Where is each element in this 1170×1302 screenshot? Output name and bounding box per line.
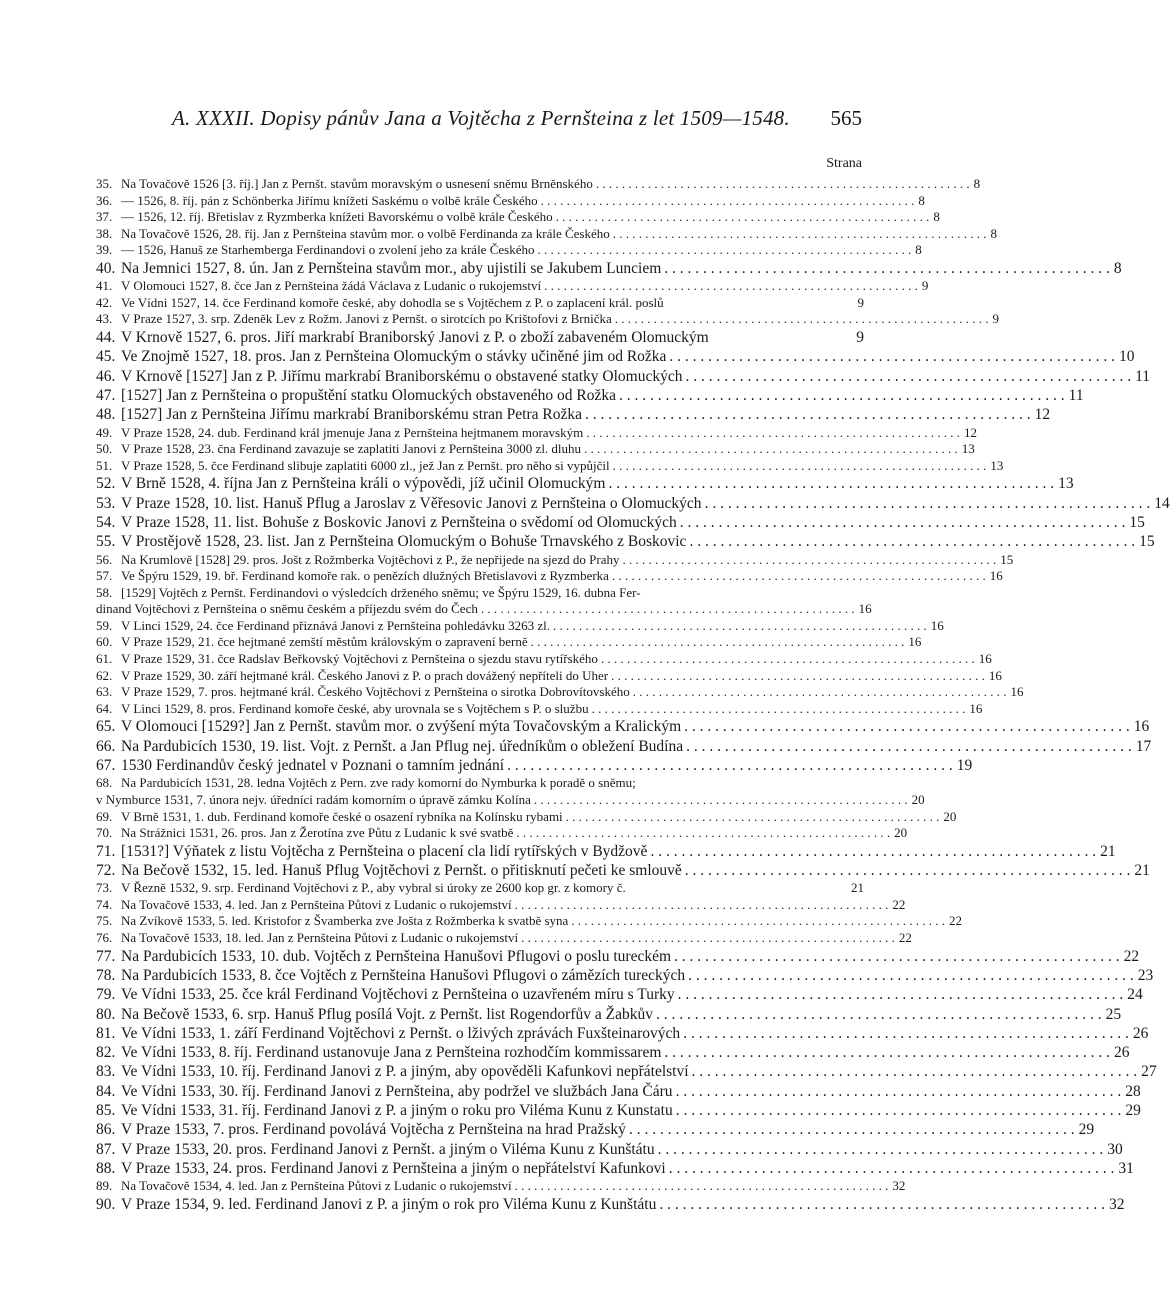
dot-leader (518, 930, 895, 947)
entry-number: 80. (96, 1005, 116, 1023)
entry-page: 15 (1129, 513, 1145, 531)
entry-text: v Nymburce 1531, 7. února nejv. úředníci radám komorním o úpravě zámku Kolína (96, 791, 531, 807)
toc-entry (96, 457, 1004, 475)
entry-page: 12 (963, 424, 977, 440)
entry-text: Na Tovačově 1533, 18. led. Jan z Pernšteina Půtovi z Ludanic o rukojemství (121, 930, 519, 946)
entry-number: 49. (96, 424, 113, 440)
entry-page: 11 (1068, 386, 1084, 404)
entry-text: Ve Vídni 1533, 25. čce král Ferdinand Vojtěchovi z Pernšteina o uzavřeném míru s Turky (121, 986, 675, 1004)
entry-page: 16 (1133, 718, 1150, 736)
entry-text: [1531?] Výňatek z listu Vojtěcha z Pernšteina o placení cla lidí rytířských v Bydžově (121, 842, 648, 860)
entry-text: V Olomouci 1527, 8. čce Jan z Pernšteina žádá Václava z Ludanic o rukojemství (121, 278, 542, 294)
toc-entry (96, 242, 922, 259)
entry-number: 73. (96, 880, 113, 896)
entry-text: V Krnově [1527] Jan z P. Jiřímu markrabí Braniborskému o obstavené statky Olomuckých (121, 367, 683, 385)
entry-number: 70. (96, 825, 113, 841)
toc-entry (96, 192, 925, 210)
entry-number: 51. (96, 457, 113, 473)
entry-text: [1527] Jan z Pernšteina o propuštění statku Olomuckých obstaveného od Rožka (121, 386, 617, 404)
entry-text: Na Strážnici 1531, 26. pros. Jan z Žerotína zve Půtu z Ludanic k své svatbě (121, 825, 514, 841)
entry-text: — 1526, 8. říj. pán z Schönberka Jiřímu knížeti Saskému o volbě krále Českého (121, 192, 538, 208)
entry-number: 43. (96, 311, 113, 327)
entry-number: 69. (96, 808, 113, 824)
entry-page: 8 (973, 176, 981, 191)
entry-page: 15 (1139, 533, 1155, 551)
toc-entry (96, 651, 992, 668)
dot-leader (512, 1178, 889, 1195)
entry-page: 30 (1107, 1140, 1123, 1158)
entry-text: Ve Vídni 1533, 31. říj. Ferdinand Janovi z P. a jiným o roku pro Viléma Kunu z Kunstatu (121, 1102, 673, 1120)
toc-entry (96, 617, 944, 635)
toc-entry (96, 176, 981, 193)
dot-leader (553, 209, 930, 226)
dot-leader (513, 825, 890, 842)
toc-entry (96, 347, 1135, 366)
entry-page: 23 (1137, 966, 1154, 984)
toc-entry (96, 585, 864, 602)
toc-entry (96, 667, 1002, 685)
toc-entry (96, 295, 864, 312)
dot-leader (671, 947, 1120, 966)
entry-number: 48. (96, 406, 116, 424)
entry-text: V Praze 1534, 9. led. Ferdinand Janovi z P. a jiným o rok pro Viléma Kunu z Kunštátu (121, 1195, 657, 1213)
entry-text: Ve Vídni 1533, 8. říj. Ferdinand ustanovuje Jana z Pernšteina rozhodčím kommissarem (121, 1044, 662, 1062)
toc-entry (96, 1043, 1130, 1062)
dot-leader (626, 1120, 1075, 1139)
toc-entry (96, 367, 1151, 386)
toc-entry (96, 717, 1150, 736)
entry-text: V Praze 1528, 23. čna Ferdinand zavazuje se zaplatiti Janovi z Pernšteina 3000 zl. dluhu (121, 441, 582, 457)
toc-entry (96, 474, 1074, 493)
toc-entry (96, 966, 1154, 985)
entry-text: 1530 Ferdinandův český jednatel v Poznani o tamním jednání (121, 757, 505, 775)
entry-page: 29 (1125, 1102, 1141, 1120)
entry-number: 62. (96, 667, 113, 683)
dot-leader (653, 1005, 1102, 1024)
dot-leader (682, 367, 1131, 386)
entry-number: 66. (96, 737, 116, 755)
toc-entry (96, 1140, 1123, 1159)
entry-text: V Praze 1528, 11. list. Bohuše z Boskovic Janovi z Pernšteina o svědomí od Olomuckých (121, 513, 677, 531)
entry-text: Na Tovačově 1526 [3. říj.] Jan z Pernšt. stavům moravským o usnesení sněmu Brněnského (121, 176, 593, 191)
entry-page: 26 (1132, 1024, 1149, 1042)
entry-number: 44. (96, 329, 116, 347)
toc-entry (96, 225, 998, 243)
entry-text: V Krnově 1527, 6. pros. Jiří markrabí Braniborský Janovi z P. o zboží zabaveném Olomuckým (121, 329, 709, 347)
toc-entry (96, 1082, 1141, 1101)
entry-text: V Praze 1533, 24. pros. Ferdinand Janovi z Pernšteina a jiným o nepřátelství Kafunkovi (121, 1159, 666, 1177)
dot-leader (582, 405, 1031, 424)
dot-leader (677, 513, 1126, 532)
page-column-label: Strana (826, 156, 862, 171)
entry-text: V Praze 1533, 7. pros. Ferdinand povolává Vojtěcha z Pernšteina na hrad Pražský (121, 1121, 626, 1139)
toc-entry (96, 1005, 1122, 1024)
toc-entry (96, 568, 1003, 585)
entry-text: Ve Znojmě 1527, 18. pros. Jan z Pernšteina Olomuckým o stávky učiněné jim od Rožka (121, 348, 667, 366)
toc-entry-continuation (96, 601, 872, 618)
entry-text: V Praze 1528, 24. dub. Ferdinand král jmenuje Jana z Pernšteina hejtmanem moravským (121, 424, 584, 440)
entry-text: V Praze 1529, 21. čce hejtmané zemští městům královským o zapravení berně (121, 634, 528, 650)
entry-number: 39. (96, 242, 113, 258)
entry-number: 38. (96, 225, 113, 241)
entry-page: 15 (1000, 551, 1014, 567)
entry-text: Na Tovačově 1534, 4. led. Jan z Pernšteina Půtovi z Ludanic o rukojemství (121, 1178, 512, 1194)
entry-number: 86. (96, 1121, 116, 1139)
entry-text: V Brně 1528, 4. října Jan z Pernšteina králi o výpovědi, jíž učinil Olomuckým (121, 475, 606, 493)
entry-number: 56. (96, 551, 113, 567)
entry-text: Ve Vídni 1533, 1. září Ferdinand Vojtěchovi z Pernšt. o lživých zprávách Fuxšteinarových (121, 1024, 681, 1042)
entry-number: 55. (96, 533, 116, 551)
toc-entry (96, 1101, 1141, 1120)
entry-text: V Praze 1528, 5. čce Ferdinand slibuje zaplatiti 6000 zl., jež Jan z Pernšt. pro něho si vypůjčil (121, 457, 610, 473)
toc-entry (96, 825, 908, 842)
dot-leader (568, 913, 945, 930)
entry-page: 27 (1141, 1063, 1157, 1081)
toc-entry (96, 684, 1024, 701)
toc-entry (96, 386, 1084, 405)
dot-leader (478, 601, 855, 618)
entry-number: 60. (96, 634, 113, 650)
toc-entry (96, 441, 975, 458)
toc-entry (96, 209, 940, 226)
entry-page: 16 (988, 667, 1002, 683)
dot-leader (609, 568, 986, 585)
entry-page: 21 (1134, 862, 1150, 879)
entry-number: 72. (96, 862, 116, 879)
entry-page: 17 (1135, 737, 1152, 755)
dot-leader (589, 701, 966, 718)
entry-page: 28 (1125, 1082, 1141, 1100)
entry-page: 9 (992, 311, 1000, 327)
entry-page: 16 (989, 568, 1003, 584)
entry-number: 78. (96, 966, 116, 984)
dot-leader (610, 458, 987, 475)
toc-entry (96, 1159, 1134, 1178)
running-header: A. XXXII. Dopisy pánův Jana a Vojtěcha z Pernšteina z let 1509—1548. (172, 106, 790, 130)
entry-page: 12 (1034, 406, 1051, 424)
entry-page: 8 (915, 242, 922, 258)
entry-text: dinand Vojtěchovi z Pernšteina o sněmu českém a příjezdu svém do Čech (96, 601, 478, 617)
entry-page: 8 (1113, 259, 1122, 277)
toc-entry (96, 896, 906, 914)
entry-text: Na Pardubicích 1533, 10. dub. Vojtěch z Pernšteina Hanušovi Pflugovi o poslu tureckém (121, 947, 672, 965)
entry-text: V Praze 1527, 3. srp. Zdeněk Lev z Rožm. Janovi z Pernšt. o sirotcích po Krištofovi z Brnička (121, 311, 612, 327)
dot-leader (666, 347, 1115, 366)
entry-text: V Linci 1529, 8. pros. Ferdinand komoře české, aby urovnala se s Vojtěchem s P. o službu (121, 700, 589, 716)
toc-entry (96, 1120, 1095, 1139)
entry-number: 68. (96, 775, 113, 791)
toc-entry (96, 947, 1140, 966)
entry-page: 8 (918, 192, 925, 208)
entry-text: Na Krumlově [1528] 29. pros. Jošt z Rožmberka Vojtěchovi z P., že nepřijede na sjezd do Prahy (121, 551, 620, 567)
entry-number: 81. (96, 1024, 116, 1042)
entry-text: V Řezně 1532, 9. srp. Ferdinand Vojtěchovi z P., aby vybral si úroky ze 2600 kop gr. z komory č. (121, 880, 626, 896)
dot-leader (685, 966, 1134, 985)
entry-page: 21 (851, 880, 864, 896)
entry-number: 77. (96, 947, 116, 965)
toc-entry (96, 775, 864, 792)
entry-page: 20 (894, 825, 908, 841)
entry-number: 75. (96, 913, 113, 929)
entry-text: V Prostějově 1528, 23. list. Jan z Pernšteina Olomuckým o Bohuše Trnavského z Boskovic (121, 533, 687, 551)
dot-leader (681, 717, 1130, 736)
entry-number: 67. (96, 757, 116, 775)
toc-entry (96, 551, 1014, 569)
entry-text: Na Tovačově 1526, 28. říj. Jan z Pernšteina stavům mor. o volbě Ferdinanda za krále Českého (121, 225, 610, 241)
entry-text: Ve Špýru 1529, 19. bř. Ferdinand komoře rak. o penězích dlužných Břetislavovi z Ryzmberka (121, 568, 609, 584)
entry-page: 22 (1123, 947, 1140, 965)
dot-leader (534, 242, 911, 259)
entry-number: 79. (96, 986, 116, 1004)
entry-page: 8 (933, 209, 940, 225)
entry-page: 13 (990, 457, 1004, 473)
toc-entry (96, 808, 957, 826)
entry-page: 22 (892, 896, 906, 912)
entry-number: 41. (96, 278, 113, 294)
toc-entry (96, 756, 973, 775)
entry-number: 36. (96, 192, 113, 208)
dot-leader (612, 311, 989, 328)
entry-text: V Praze 1529, 31. čce Radslav Beřkovský Vojtěchovi z Pernšteina o sjezdu stavu rytířského (121, 651, 598, 667)
entry-page: 9 (921, 278, 929, 294)
entry-page: 9 (857, 294, 864, 310)
dot-leader (605, 474, 1054, 493)
entry-page: 31 (1118, 1159, 1134, 1177)
entry-text: Na Tovačově 1533, 4. led. Jan z Pernšteina Půtovi z Ludanic o rukojemství (121, 896, 512, 912)
toc-entry (96, 532, 1155, 551)
entry-page: 20 (911, 791, 925, 807)
entry-page: 16 (1010, 684, 1024, 700)
dot-leader (550, 618, 927, 635)
entry-page: 20 (943, 808, 957, 824)
dot-leader (683, 737, 1132, 756)
entry-page: 21 (1100, 842, 1116, 860)
entry-page: 32 (892, 1178, 906, 1194)
toc-entry (96, 700, 983, 718)
entry-page: 29 (1078, 1121, 1095, 1139)
dot-leader (702, 494, 1151, 513)
entry-page: 16 (930, 617, 944, 633)
entry-number: 65. (96, 718, 116, 736)
toc-entry (96, 1062, 1157, 1081)
entry-text: Na Bečově 1533, 6. srp. Hanuš Pflug posílá Vojt. z Pernšt. list Rogendorfův a Žabkův (121, 1005, 653, 1023)
entry-page: 16 (969, 700, 983, 716)
entry-number: 46. (96, 367, 116, 385)
dot-leader (666, 1159, 1115, 1178)
toc-entry (96, 328, 864, 347)
entry-number: 76. (96, 930, 113, 946)
dot-leader (538, 193, 915, 210)
entry-number: 45. (96, 348, 116, 366)
entry-text: Na Pardubicích 1530, 19. list. Vojt. z Pernšt. a Jan Pflug nej. úředníkům o obležení Budína (121, 737, 684, 755)
entry-number: 54. (96, 513, 116, 531)
dot-leader (531, 792, 908, 809)
entry-number: 84. (96, 1082, 116, 1100)
entry-text: Na Pardubicích 1531, 28. ledna Vojtěch z Pern. zve rady komorní do Nymburka k poradě o sněmu; (121, 775, 636, 791)
dot-leader (673, 1082, 1122, 1101)
dot-leader (680, 1024, 1129, 1043)
dot-leader (608, 668, 985, 685)
entry-page: 32 (1108, 1195, 1125, 1213)
toc-entry (96, 494, 1170, 513)
toc-entry (96, 842, 1116, 861)
dot-leader (528, 634, 905, 651)
toc-entry (96, 913, 963, 930)
entry-text: V Linci 1529, 24. čce Ferdinand přiznává Janovi z Pernšteina pohledávku 3263 zl. (121, 617, 551, 633)
entry-text: Ve Vídni 1527, 14. čce Ferdinand komoře české, aby dohodla se s Vojtěchem z P. o zaplacení král. poslů (121, 294, 664, 310)
entry-number: 90. (96, 1195, 116, 1213)
entry-text: Na Zvíkově 1533, 5. led. Kristofor z Švamberka zve Jošta z Rožmberka k svatbě syna (121, 913, 569, 929)
entry-page: 8 (990, 225, 998, 241)
entry-number: 83. (96, 1063, 116, 1081)
entry-page: 22 (898, 930, 912, 946)
entry-page: 16 (908, 634, 922, 650)
dot-leader (512, 897, 889, 914)
entry-text: V Praze 1533, 20. pros. Ferdinand Janovi z Pernšt. a jiným o Viléma Kunu z Kunštátu (121, 1140, 655, 1158)
entry-number: 57. (96, 568, 113, 584)
entry-text: [1529] Vojtěch z Pernšt. Ferdinandovi o výsledcích drženého sněmu; ve Špýru 1529, 16. dubna Fer- (121, 584, 641, 600)
toc-entry (96, 1178, 906, 1195)
dot-leader (656, 1195, 1105, 1214)
entry-text: — 1526, Hanuš ze Starhemberga Ferdinandovi o zvolení jeho za krále Českého (121, 242, 535, 258)
toc-entry (96, 278, 929, 295)
entry-page: 13 (961, 441, 975, 457)
dot-leader (593, 176, 970, 193)
entry-text: V Praze 1529, 30. září hejtmané král. Českého Janovi z P. o prach dovážený nepříteli do Uher (121, 667, 609, 683)
entry-page: 14 (1154, 494, 1170, 512)
dot-leader (583, 425, 960, 442)
dot-leader (682, 861, 1131, 880)
dot-leader (563, 809, 940, 826)
entry-text: Ve Vídni 1533, 10. říj. Ferdinand Janovi z P. a jiným, aby opověděli Kafunkovi nepřátelství (121, 1063, 689, 1081)
entry-page: 13 (1058, 475, 1074, 493)
entry-page: 19 (956, 757, 973, 775)
entry-number: 61. (96, 651, 113, 667)
entry-number: 87. (96, 1140, 116, 1158)
entry-page: 11 (1135, 367, 1151, 385)
entry-number: 74. (96, 896, 113, 912)
toc-entry (96, 1024, 1149, 1043)
entry-number: 50. (96, 441, 113, 457)
entry-number: 59. (96, 617, 113, 633)
entry-number: 35. (96, 176, 113, 191)
dot-leader (610, 226, 987, 243)
page-number: 565 (830, 106, 862, 130)
dot-leader (655, 1140, 1104, 1159)
entry-page: 24 (1127, 986, 1143, 1004)
entry-number: 71. (96, 842, 116, 860)
toc-entry (96, 259, 1122, 278)
entry-number: 40. (96, 259, 116, 277)
toc-entry (96, 513, 1145, 532)
dot-leader (616, 386, 1065, 405)
entry-number: 53. (96, 494, 116, 512)
entry-number: 63. (96, 684, 113, 700)
toc-entry (96, 985, 1143, 1004)
entry-text: Na Jemnici 1527, 8. ún. Jan z Pernšteina stavům mor., aby ujistili se Jakubem Lunciem (121, 259, 662, 277)
entry-number: 58. (96, 584, 113, 600)
dot-leader (541, 278, 918, 295)
entry-number: 47. (96, 386, 116, 404)
dot-leader (686, 532, 1135, 551)
entry-number: 88. (96, 1159, 116, 1177)
toc-entry (96, 424, 977, 442)
dot-leader (581, 441, 958, 458)
toc-entry-continuation (96, 791, 925, 809)
toc-entry (96, 737, 1152, 756)
entry-number: 82. (96, 1044, 116, 1062)
table-of-contents (96, 176, 1170, 1214)
entry-text: V Brně 1531, 1. dub. Ferdinand komoře české o osazení rybníka na Kolínsku rybami (121, 808, 563, 824)
dot-leader (675, 985, 1124, 1004)
entry-number: 64. (96, 700, 113, 716)
entry-number: 85. (96, 1102, 116, 1120)
entry-text: V Praze 1528, 10. list. Hanuš Pflug a Jaroslav z Věřesovic Janovi z Pernšteina o Olomuckých (121, 494, 702, 512)
toc-entry (96, 930, 912, 947)
entry-number: 37. (96, 209, 113, 225)
entry-page: 25 (1105, 1005, 1122, 1023)
toc-entry (96, 861, 1150, 880)
dot-leader (630, 684, 1007, 701)
toc-entry (96, 1195, 1125, 1214)
entry-page: 9 (856, 329, 864, 347)
entry-text: [1527] Jan z Pernšteina Jiřímu markrabí Braniborskému stran Petra Rožka (121, 406, 583, 424)
entry-page: 16 (978, 651, 992, 667)
dot-leader (661, 1043, 1110, 1062)
entry-number: 52. (96, 475, 116, 493)
toc-entry (96, 311, 1000, 328)
entry-text: V Olomouci [1529?] Jan z Pernšt. stavům mor. o zvýšení mýta Tovačovským a Kralickým (121, 718, 682, 736)
entry-number: 89. (96, 1178, 113, 1194)
dot-leader (504, 756, 953, 775)
toc-entry (96, 634, 922, 651)
entry-number: 42. (96, 294, 113, 310)
entry-page: 22 (949, 913, 963, 929)
toc-entry (96, 880, 864, 897)
toc-entry (96, 405, 1051, 424)
dot-leader (598, 651, 975, 668)
dot-leader (661, 259, 1110, 278)
dot-leader (689, 1062, 1138, 1081)
entry-page: 16 (858, 601, 872, 617)
dot-leader (647, 842, 1096, 861)
entry-text: Ve Vídni 1533, 30. říj. Ferdinand Janovi z Pernšteina, aby podržel ve službách Jana Čáru (121, 1082, 673, 1100)
entry-page: 26 (1114, 1044, 1130, 1062)
entry-text: Na Pardubicích 1533, 8. čce Vojtěch z Pernšteina Hanušovi Pflugovi o zámězích tureckých (121, 966, 686, 984)
entry-text: — 1526, 12. říj. Břetislav z Ryzmberka knížeti Bavorskému o volbě krále Českého (121, 209, 553, 225)
dot-leader (619, 552, 996, 569)
entry-text: V Praze 1529, 7. pros. hejtmané král. Českého Vojtěchovi z Pernšteina o sirotka Dobrovítovského (121, 684, 630, 700)
entry-text: Na Bečově 1532, 15. led. Hanuš Pflug Vojtěchovi z Pernšt. o přitisknutí pečeti ke smlouvě (121, 862, 682, 879)
entry-page: 10 (1119, 348, 1135, 366)
dot-leader (673, 1101, 1122, 1120)
